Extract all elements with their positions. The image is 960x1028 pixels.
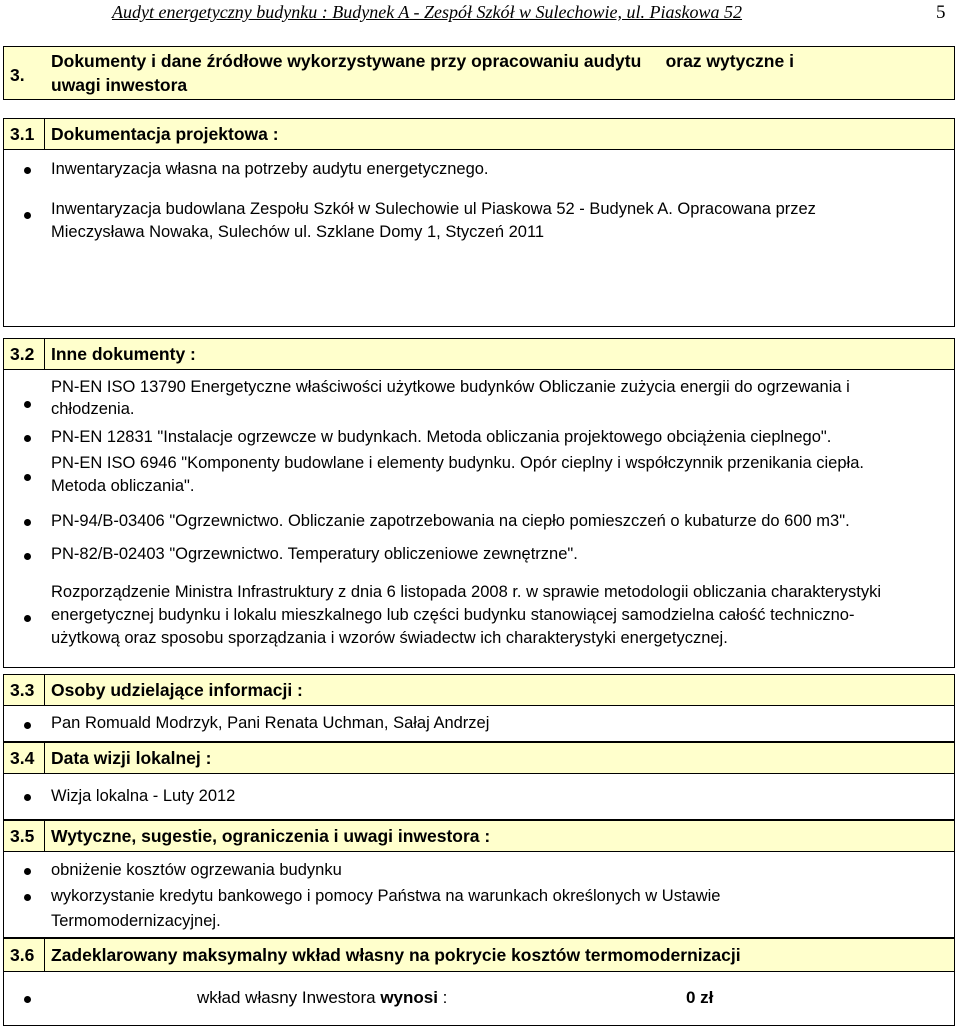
heading-divider <box>44 743 45 773</box>
list-item: PN-EN 12831 "Instalacje ogrzewcze w budynkach. Metoda obliczania projektowego obciążenia cieplnego". <box>51 428 832 446</box>
section-3-4-heading <box>3 742 955 774</box>
bullet-icon <box>24 519 31 526</box>
heading-divider <box>44 339 45 369</box>
section-3-number: 3. <box>10 65 25 85</box>
page-number: 5 <box>936 2 946 23</box>
list-item: Metoda obliczania". <box>51 477 195 495</box>
section-3-4-number: 3.4 <box>10 748 35 768</box>
section-3-5-heading <box>3 820 955 852</box>
own-contribution-label <box>197 987 447 1009</box>
section-3-2-body <box>3 370 955 668</box>
section-3-title-line2: uwagi inwestora <box>51 75 188 95</box>
label-suffix: : <box>437 988 448 1007</box>
list-item: Rozporządzenie Ministra Infrastruktury z dnia 6 listopada 2008 r. w sprawie metodologii obliczania charakterystyki <box>51 583 881 601</box>
list-item: wykorzystanie kredytu bankowego i pomocy Państwa na warunkach określonych w Ustawie <box>51 887 721 905</box>
section-3-6-body <box>3 972 955 1026</box>
section-3-1-heading <box>3 118 955 150</box>
section-3-2-number: 3.2 <box>10 344 35 364</box>
bullet-icon <box>24 401 31 408</box>
section-3-6-title: Zadeklarowany maksymalny wkład własny na pokrycie kosztów termomodernizacji <box>51 945 741 965</box>
bullet-icon <box>24 894 31 901</box>
bullet-icon <box>24 435 31 442</box>
section-3-5-number: 3.5 <box>10 826 35 846</box>
list-item: Mieczysława Nowaka, Sulechów ul. Szklane Domy 1, Styczeń 2011 <box>51 223 545 241</box>
section-3-1-title: Dokumentacja projektowa : <box>51 124 279 144</box>
section-3-4-body <box>3 774 955 820</box>
bullet-icon <box>24 474 31 481</box>
heading-divider <box>44 939 45 971</box>
heading-divider <box>44 119 45 149</box>
list-item: PN-EN ISO 13790 Energetyczne właściwości użytkowe budynków Obliczanie zużycia energii do ogrzewania i <box>51 378 850 396</box>
list-item: Wizja lokalna - Luty 2012 <box>51 787 236 805</box>
bullet-icon <box>24 212 31 219</box>
bullet-icon <box>24 722 31 729</box>
list-item: obniżenie kosztów ogrzewania budynku <box>51 861 342 879</box>
label-bold: wynosi <box>380 988 438 1007</box>
bullet-icon <box>24 794 31 801</box>
section-3-3-body <box>3 706 955 742</box>
header-title: Audyt energetyczny budynku : Budynek A - Zespół Szkół w Sulechowie, ul. Piaskowa 52 <box>112 2 743 22</box>
section-3-1-number: 3.1 <box>10 124 35 144</box>
section-3-6-number: 3.6 <box>10 945 35 965</box>
list-item: PN-82/B-02403 "Ogrzewnictwo. Temperatury obliczeniowe zewnętrzne". <box>51 545 578 563</box>
section-3-title-line1: Dokumenty i dane źródłowe wykorzystywane przy opracowaniu audytu oraz wytyczne i <box>51 51 794 71</box>
section-3-2-title: Inne dokumenty : <box>51 344 196 364</box>
list-item: Pan Romuald Modrzyk, Pani Renata Uchman, Sałaj Andrzej <box>51 714 490 732</box>
bullet-icon <box>24 868 31 875</box>
running-header <box>0 0 960 28</box>
heading-divider <box>44 821 45 851</box>
list-item: Termomodernizacyjnej. <box>51 912 221 930</box>
bullet-icon <box>24 553 31 560</box>
section-3-1-body <box>3 150 955 327</box>
label-prefix: wkład własny Inwestora <box>197 988 381 1007</box>
bullet-icon <box>24 996 31 1003</box>
bullet-icon <box>24 615 31 622</box>
section-3-6-heading <box>3 938 955 972</box>
section-3-5-title: Wytyczne, sugestie, ograniczenia i uwagi inwestora : <box>51 826 491 846</box>
list-item: chłodzenia. <box>51 400 135 418</box>
list-item: PN-EN ISO 6946 "Komponenty budowlane i elementy budynku. Opór cieplny i współczynnik przenikania ciepła. <box>51 454 864 472</box>
section-3-3-title: Osoby udzielające informacji : <box>51 680 303 700</box>
section-3-3-number: 3.3 <box>10 680 35 700</box>
section-3-4-title: Data wizji lokalnej : <box>51 748 212 768</box>
section-3-heading <box>3 46 955 100</box>
section-3-2-heading <box>3 338 955 370</box>
list-item: PN-94/B-03406 "Ogrzewnictwo. Obliczanie zapotrzebowania na ciepło pomieszczeń o kubaturze do 600 m3". <box>51 512 850 530</box>
heading-divider <box>44 675 45 705</box>
list-item: Inwentaryzacja własna na potrzeby audytu energetycznego. <box>51 160 489 178</box>
list-item: Inwentaryzacja budowlana Zespołu Szkół w Sulechowie ul Piaskowa 52 - Budynek A. Opracowana przez <box>51 200 816 218</box>
own-contribution-value: 0 zł <box>686 988 714 1007</box>
section-3-5-body <box>3 852 955 938</box>
bullet-icon <box>24 167 31 174</box>
list-item: energetycznej budynku i lokalu mieszkalnego lub części budynku stanowiącej samodzielna całość techniczno- <box>51 606 855 624</box>
section-3-3-heading <box>3 674 955 706</box>
list-item: użytkową oraz sposobu sporządzania i wzorów świadectw ich charakterystyki energetycznej. <box>51 629 728 647</box>
